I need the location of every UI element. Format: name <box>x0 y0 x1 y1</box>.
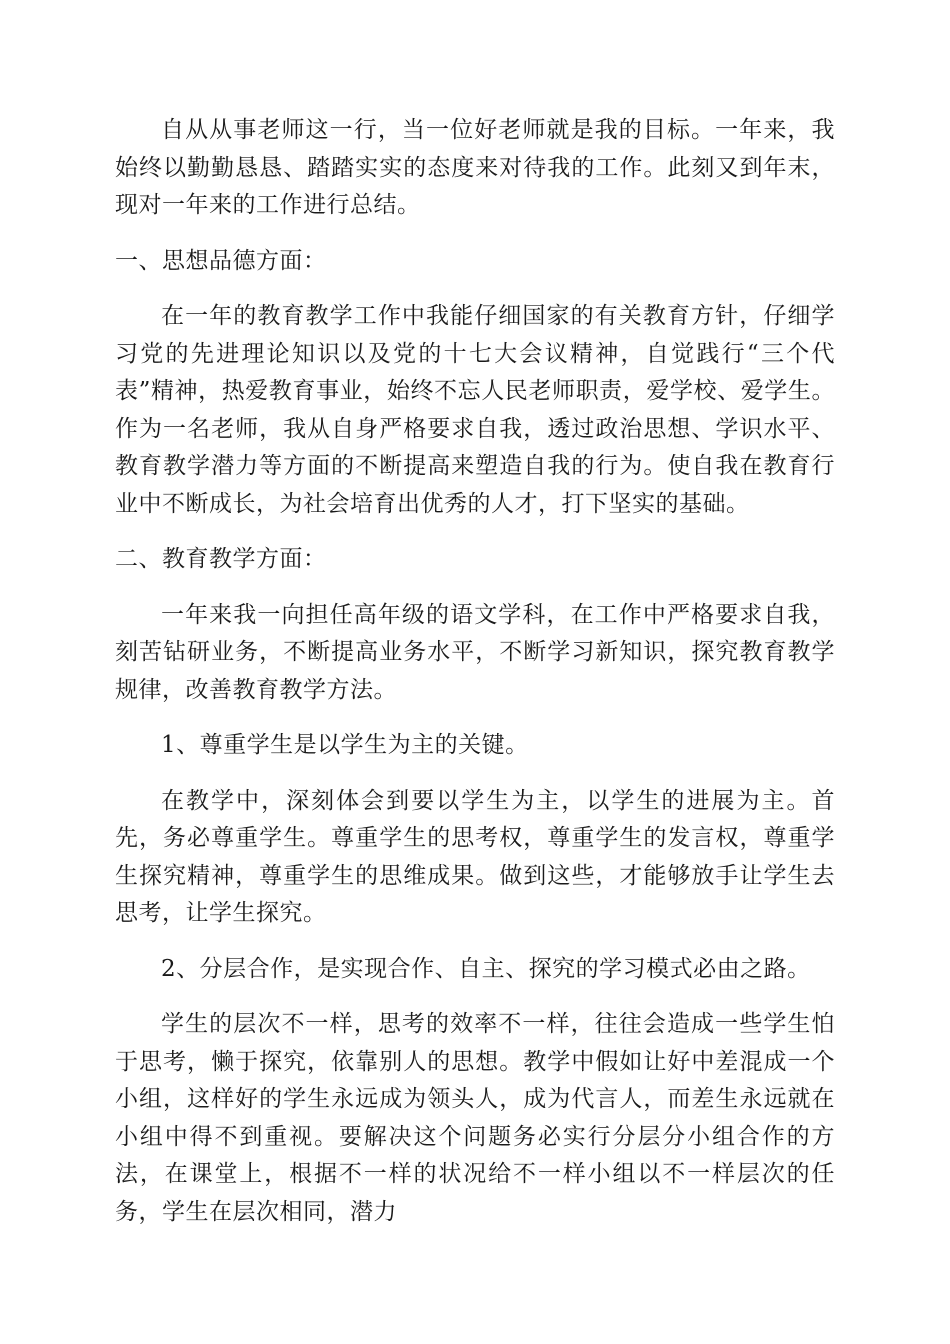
section-heading-ideology: 一、思想品德方面： <box>115 247 327 274</box>
teaching-paragraph: 一年来我一向担任高年级的语文学科，在工作中严格要求自我，刻苦钻研业务，不断提高业务水平，不断学习新知识，探究教育教学规律，改善教育教学方法。 <box>115 601 835 703</box>
respect-students-paragraph: 在教学中，深刻体会到要以学生为主，以学生的进展为主。首先，务必尊重学生。尊重学生的思考权，尊重学生的发言权，尊重学生探究精神，尊重学生的思维成果。做到这些，才能够放手让学生去思考，让学生探究。 <box>115 787 835 926</box>
subheading-respect-students: 1、尊重学生是以学生为主的关键。 <box>161 732 529 758</box>
intro-paragraph: 自从从事老师这一行，当一位好老师就是我的目标。一年来，我始终以勤勤恳恳、踏踏实实的态度来对待我的工作。此刻又到年末，现对一年来的工作进行总结。 <box>115 117 835 218</box>
ideology-paragraph: 在一年的教育教学工作中我能仔细国家的有关教育方针，仔细学习党的先进理论知识以及党的十七大会议精神，自觉践行“三个代表”精神，热爱教育事业，始终不忘人民老师职责，爱学校、爱学生。作为一名老师，我从自身严格要求自我，透过政治思想、学识水平、教育教学潜力等方面的不断提高来塑造自我的行为。使自我在教育行业中不断成长，为社会培育出优秀的人才，打下坚实的基础。 <box>115 303 835 517</box>
subheading-layered-cooperation: 2、分层合作，是实现合作、自主、探究的学习模式必由之路。 <box>161 955 811 982</box>
document-body <box>115 112 835 1231</box>
layered-cooperation-paragraph: 学生的层次不一样，思考的效率不一样，往往会造成一些学生怕于思考，懒于探究，依靠别人的思想。教学中假如让好中差混成一个小组，这样好的学生永远成为领头人，成为代言人，而差生永远就在小组中得不到重视。要解决这个问题务必实行分层分小组合作的方法，在课堂上，根据不一样的状况给不一样小组以不一样层次的任务，学生在层次相同，潜力 <box>115 1011 835 1225</box>
section-heading-teaching: 二、教育教学方面： <box>115 546 327 572</box>
